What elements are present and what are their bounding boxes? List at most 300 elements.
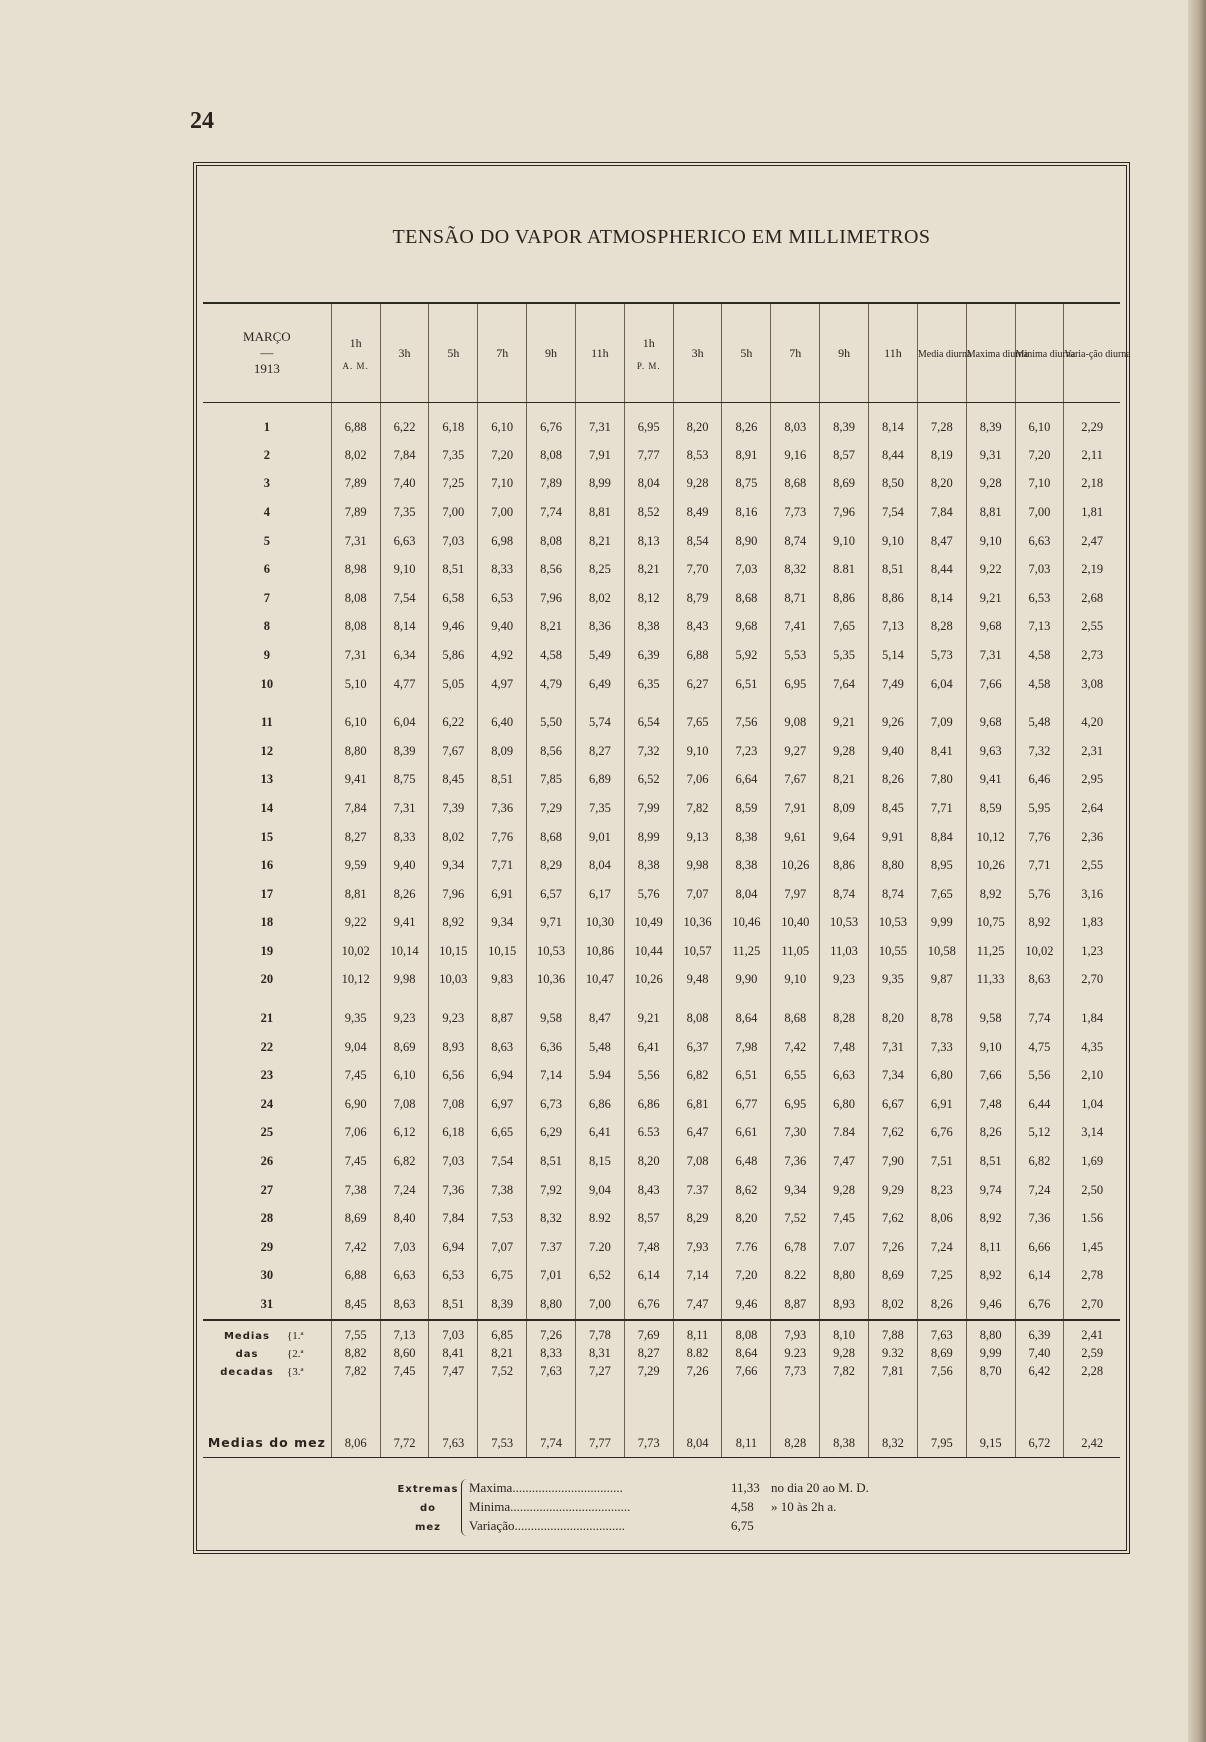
- value-cell: 10,30: [575, 909, 624, 938]
- value-cell: 7,24: [917, 1233, 966, 1262]
- value-cell: 8,75: [380, 766, 429, 795]
- day-number: 3: [263, 476, 270, 491]
- value-cell: 8,36: [575, 613, 624, 642]
- value-cell: 6,64: [722, 766, 771, 795]
- value-cell: 8,14: [380, 613, 429, 642]
- value-cell: 8,04: [624, 470, 673, 499]
- day-number: 8: [263, 619, 270, 634]
- value-cell: 5,56: [1015, 1061, 1064, 1090]
- value-cell: 8,27: [575, 737, 624, 766]
- value-cell: 7,67: [771, 766, 820, 795]
- value-cell: 8,38: [722, 823, 771, 852]
- value-cell: 5.94: [575, 1061, 624, 1090]
- value-cell: 7,73: [771, 498, 820, 527]
- value-cell: 6,63: [380, 1262, 429, 1291]
- value-cell: 8,71: [771, 584, 820, 613]
- value-cell: 7,54: [380, 584, 429, 613]
- value-cell: 7,53: [478, 1381, 527, 1458]
- value-cell: 11,25: [966, 937, 1015, 966]
- value-cell: 8,08: [722, 1320, 771, 1345]
- value-cell: 9,59: [331, 851, 380, 880]
- value-cell: 9,64: [820, 823, 869, 852]
- value-cell: 7,69: [624, 1320, 673, 1345]
- value-cell: 7,01: [527, 1262, 576, 1291]
- value-cell: 8,69: [917, 1345, 966, 1363]
- value-cell: 8,38: [624, 613, 673, 642]
- value-cell: 9,98: [673, 851, 722, 880]
- value-cell: 8,39: [966, 403, 1015, 442]
- value-cell: 8,26: [966, 1119, 1015, 1148]
- value-cell: 7.76: [722, 1233, 771, 1262]
- value-cell: 9,87: [917, 966, 966, 995]
- value-cell: 4,77: [380, 670, 429, 699]
- value-cell: 6,76: [624, 1290, 673, 1320]
- value-cell: 9,68: [722, 613, 771, 642]
- value-cell: 9,48: [673, 966, 722, 995]
- value-cell: 9,23: [429, 1004, 478, 1033]
- value-cell: 9,26: [869, 708, 918, 737]
- value-cell: 7,96: [820, 498, 869, 527]
- value-cell: 7,65: [673, 708, 722, 737]
- value-cell: 9,34: [771, 1176, 820, 1205]
- value-cell: 10,14: [380, 937, 429, 966]
- extreme-label: Minima.....................................: [469, 1499, 631, 1514]
- value-cell: 9,23: [380, 1004, 429, 1033]
- value-cell: 8,33: [380, 823, 429, 852]
- value-cell: 7,36: [429, 1176, 478, 1205]
- extreme-value: 11,33: [731, 1480, 760, 1495]
- value-cell: 6,88: [331, 1262, 380, 1291]
- value-cell: 6,81: [673, 1090, 722, 1119]
- value-cell: 4,75: [1015, 1033, 1064, 1062]
- day-number: 7: [263, 590, 270, 605]
- value-cell: 7,71: [917, 794, 966, 823]
- value-cell: 8,99: [575, 470, 624, 499]
- value-cell: 8,81: [966, 498, 1015, 527]
- value-cell: 10,86: [575, 937, 624, 966]
- value-cell: 6,29: [527, 1119, 576, 1148]
- day-number: 20: [260, 972, 274, 987]
- value-cell: 7,00: [478, 498, 527, 527]
- value-cell: 9,22: [966, 555, 1015, 584]
- table-row: [203, 441, 1120, 470]
- value-cell: 8,62: [722, 1176, 771, 1205]
- value-cell: 6,65: [478, 1119, 527, 1148]
- value-cell: 5,48: [575, 1033, 624, 1062]
- value-cell: 2,36: [1064, 823, 1120, 852]
- col-header: 9h: [527, 304, 576, 403]
- value-cell: 6,53: [1015, 584, 1064, 613]
- value-cell: 7,26: [869, 1233, 918, 1262]
- value-cell: 7,36: [478, 794, 527, 823]
- value-cell: 8,53: [673, 441, 722, 470]
- value-cell: 7,31: [331, 527, 380, 556]
- value-cell: 7,98: [722, 1033, 771, 1062]
- value-cell: 7,74: [527, 498, 576, 527]
- value-cell: 8,02: [429, 823, 478, 852]
- value-cell: 8,80: [869, 851, 918, 880]
- value-cell: 8,44: [869, 441, 918, 470]
- value-cell: 10,40: [771, 909, 820, 938]
- value-cell: 10,53: [820, 909, 869, 938]
- value-cell: 8,84: [917, 823, 966, 852]
- col-header: Minima diurna: [1015, 304, 1064, 403]
- table-row: [203, 1290, 1120, 1320]
- value-cell: 7,08: [673, 1147, 722, 1176]
- value-cell: 10,57: [673, 937, 722, 966]
- col-header: 1h P. M.: [624, 304, 673, 403]
- day-number: 28: [260, 1211, 274, 1226]
- value-cell: 11,03: [820, 937, 869, 966]
- value-cell: 10,26: [624, 966, 673, 995]
- value-cell: 10,26: [966, 851, 1015, 880]
- value-cell: 7,09: [917, 708, 966, 737]
- value-cell: 6,51: [722, 670, 771, 699]
- value-cell: 7,29: [624, 1363, 673, 1381]
- day-number: 15: [260, 829, 274, 844]
- value-cell: 6,40: [478, 708, 527, 737]
- value-cell: 6,27: [673, 670, 722, 699]
- value-cell: 8,81: [331, 880, 380, 909]
- value-cell: 8,68: [771, 470, 820, 499]
- value-cell: 6.53: [624, 1119, 673, 1148]
- value-cell: 6,41: [575, 1119, 624, 1148]
- value-cell: 4,20: [1064, 708, 1120, 737]
- value-cell: 8,20: [624, 1147, 673, 1176]
- value-cell: 7,29: [527, 794, 576, 823]
- value-cell: 7,07: [673, 880, 722, 909]
- value-cell: 6,61: [722, 1119, 771, 1148]
- month-means: [203, 1381, 1120, 1458]
- value-cell: 10,49: [624, 909, 673, 938]
- value-cell: 7,52: [478, 1363, 527, 1381]
- value-cell: 9,91: [869, 823, 918, 852]
- value-cell: 6,72: [1015, 1381, 1064, 1458]
- value-cell: 7,52: [771, 1204, 820, 1233]
- value-cell: 8,25: [575, 555, 624, 584]
- value-cell: 9,16: [771, 441, 820, 470]
- value-cell: 1,83: [1064, 909, 1120, 938]
- value-cell: 8,43: [624, 1176, 673, 1205]
- value-cell: 6,53: [478, 584, 527, 613]
- day-number: 11: [260, 715, 273, 730]
- value-cell: 7,00: [1015, 498, 1064, 527]
- value-cell: 8,63: [1015, 966, 1064, 995]
- value-cell: 9,21: [624, 1004, 673, 1033]
- extremes-brace: [461, 1479, 468, 1536]
- value-cell: 8,11: [673, 1320, 722, 1345]
- value-cell: 9,41: [966, 766, 1015, 795]
- value-cell: 9,41: [380, 909, 429, 938]
- value-cell: 7,20: [1015, 441, 1064, 470]
- value-cell: 2,50: [1064, 1176, 1120, 1205]
- month-dash: —: [260, 345, 274, 360]
- value-cell: 7,97: [771, 880, 820, 909]
- value-cell: 8,21: [527, 613, 576, 642]
- extremes-rows: [469, 1478, 989, 1535]
- value-cell: 8,57: [624, 1204, 673, 1233]
- value-cell: 6,58: [429, 584, 478, 613]
- value-cell: 6,42: [1015, 1363, 1064, 1381]
- value-cell: 9,83: [478, 966, 527, 995]
- value-cell: 7,06: [331, 1119, 380, 1148]
- value-cell: 6,14: [1015, 1262, 1064, 1291]
- value-cell: 8,56: [527, 737, 576, 766]
- table-row: [203, 1176, 1120, 1205]
- value-cell: 4,35: [1064, 1033, 1120, 1062]
- value-cell: 6,14: [624, 1262, 673, 1291]
- value-cell: 11,25: [722, 937, 771, 966]
- day-number: 1: [263, 419, 270, 434]
- value-cell: 8,47: [917, 527, 966, 556]
- value-cell: 9,01: [575, 823, 624, 852]
- day-number: 27: [260, 1182, 274, 1197]
- value-cell: 9,35: [331, 1004, 380, 1033]
- value-cell: 9,58: [527, 1004, 576, 1033]
- value-cell: 8,20: [917, 470, 966, 499]
- table-row: [203, 470, 1120, 499]
- value-cell: 6,04: [917, 670, 966, 699]
- value-cell: 6,49: [575, 670, 624, 699]
- value-cell: 6,41: [624, 1033, 673, 1062]
- value-cell: 8,92: [966, 1204, 1015, 1233]
- value-cell: 7,14: [673, 1262, 722, 1291]
- value-cell: 4,58: [1015, 641, 1064, 670]
- value-cell: 10,58: [917, 937, 966, 966]
- value-cell: 8,50: [869, 470, 918, 499]
- value-cell: 8,51: [966, 1147, 1015, 1176]
- value-cell: 7,72: [380, 1381, 429, 1458]
- value-cell: 8,08: [527, 441, 576, 470]
- month-header: [203, 304, 331, 403]
- table-row: [203, 1004, 1120, 1033]
- value-cell: 8,98: [331, 555, 380, 584]
- value-cell: 9,28: [820, 1176, 869, 1205]
- col-header: 3h: [380, 304, 429, 403]
- value-cell: 7,31: [966, 641, 1015, 670]
- value-cell: 1.56: [1064, 1204, 1120, 1233]
- value-cell: 6,48: [722, 1147, 771, 1176]
- decade-gap: [203, 698, 1120, 708]
- value-cell: 7,20: [722, 1262, 771, 1291]
- value-cell: 9,29: [869, 1176, 918, 1205]
- table-row: [203, 937, 1120, 966]
- table-row: [203, 555, 1120, 584]
- value-cell: 2,41: [1064, 1320, 1120, 1345]
- value-cell: 6,53: [429, 1262, 478, 1291]
- value-cell: 7,23: [722, 737, 771, 766]
- col-header: 9h: [820, 304, 869, 403]
- value-cell: 6,82: [380, 1147, 429, 1176]
- value-cell: 6,56: [429, 1061, 478, 1090]
- value-cell: 6,51: [722, 1061, 771, 1090]
- day-number: 13: [260, 772, 274, 787]
- value-cell: 1,81: [1064, 498, 1120, 527]
- value-cell: 7,40: [1015, 1345, 1064, 1363]
- value-cell: 7,74: [527, 1381, 576, 1458]
- value-cell: 8,59: [966, 794, 1015, 823]
- value-cell: 9,99: [917, 909, 966, 938]
- table-row: [203, 1090, 1120, 1119]
- value-cell: 8,26: [722, 403, 771, 442]
- day-number: 21: [260, 1011, 274, 1026]
- value-cell: 9,28: [673, 470, 722, 499]
- value-cell: 3,08: [1064, 670, 1120, 699]
- value-cell: 7,31: [575, 403, 624, 442]
- value-cell: 8,41: [917, 737, 966, 766]
- value-cell: 8,51: [429, 555, 478, 584]
- col-header: 5h: [429, 304, 478, 403]
- value-cell: 7,64: [820, 670, 869, 699]
- value-cell: 6,37: [673, 1033, 722, 1062]
- value-cell: 6,80: [820, 1090, 869, 1119]
- decade-label: Medias {1.ª: [203, 1320, 331, 1345]
- day-number: 30: [260, 1268, 274, 1283]
- value-cell: 9,40: [380, 851, 429, 880]
- value-cell: 10,53: [527, 937, 576, 966]
- value-cell: 8,20: [722, 1204, 771, 1233]
- value-cell: 6,77: [722, 1090, 771, 1119]
- decade-label: decadas {3.ª: [220, 1365, 304, 1378]
- value-cell: 7,45: [331, 1147, 380, 1176]
- value-cell: 8,33: [478, 555, 527, 584]
- value-cell: 6,18: [429, 1119, 478, 1148]
- value-cell: 9,34: [429, 851, 478, 880]
- value-cell: 10,36: [673, 909, 722, 938]
- value-cell: 8,79: [673, 584, 722, 613]
- month-mean-row: [203, 1381, 1120, 1458]
- day-number: 5: [263, 533, 270, 548]
- extreme-row: [469, 1478, 989, 1497]
- value-cell: 7,48: [624, 1233, 673, 1262]
- value-cell: 7,63: [527, 1363, 576, 1381]
- value-cell: 7,13: [869, 613, 918, 642]
- value-cell: 8.22: [771, 1262, 820, 1291]
- value-cell: 8,04: [722, 880, 771, 909]
- extreme-row: [469, 1516, 989, 1535]
- table-row: [203, 909, 1120, 938]
- value-cell: 1,69: [1064, 1147, 1120, 1176]
- value-cell: 6,35: [624, 670, 673, 699]
- value-cell: 8,74: [820, 880, 869, 909]
- vapor-tension-table: [203, 304, 1131, 1458]
- value-cell: 9,22: [331, 909, 380, 938]
- value-cell: 7,45: [820, 1204, 869, 1233]
- value-cell: 8,74: [771, 527, 820, 556]
- value-cell: 5,35: [820, 641, 869, 670]
- value-cell: 5,76: [624, 880, 673, 909]
- value-cell: 8,74: [869, 880, 918, 909]
- value-cell: 5,95: [1015, 794, 1064, 823]
- extreme-note: no dia 20 ao M. D.: [771, 1480, 869, 1495]
- value-cell: 8,39: [380, 737, 429, 766]
- value-cell: 6,66: [1015, 1233, 1064, 1262]
- value-cell: 7,65: [820, 613, 869, 642]
- value-cell: 6,57: [527, 880, 576, 909]
- value-cell: 8,08: [331, 613, 380, 642]
- value-cell: 6,36: [527, 1033, 576, 1062]
- value-cell: 7,82: [820, 1363, 869, 1381]
- value-cell: 6,63: [1015, 527, 1064, 556]
- table-row: [203, 851, 1120, 880]
- value-cell: 8,02: [331, 441, 380, 470]
- value-cell: 7,82: [331, 1363, 380, 1381]
- value-cell: 7,30: [771, 1119, 820, 1148]
- value-cell: 6,55: [771, 1061, 820, 1090]
- value-cell: 8,68: [722, 584, 771, 613]
- value-cell: 5,49: [575, 641, 624, 670]
- table-row: [203, 823, 1120, 852]
- value-cell: 9,68: [966, 613, 1015, 642]
- value-cell: 7,62: [869, 1119, 918, 1148]
- value-cell: 6,94: [478, 1061, 527, 1090]
- value-cell: 7,03: [1015, 555, 1064, 584]
- decade-row: [203, 1345, 1120, 1363]
- value-cell: 4,79: [527, 670, 576, 699]
- value-cell: 8,80: [527, 1290, 576, 1320]
- header-row: [203, 304, 1120, 403]
- col-header: 11h: [575, 304, 624, 403]
- value-cell: 9,28: [820, 737, 869, 766]
- value-cell: 8,28: [771, 1381, 820, 1458]
- value-cell: 6,46: [1015, 766, 1064, 795]
- decade-row: [203, 1320, 1120, 1345]
- value-cell: 1,23: [1064, 937, 1120, 966]
- value-cell: 9,10: [966, 527, 1015, 556]
- day-number: 6: [263, 562, 270, 577]
- table-row: [203, 1204, 1120, 1233]
- value-cell: 2,10: [1064, 1061, 1120, 1090]
- value-cell: 5,73: [917, 641, 966, 670]
- value-cell: 8,56: [527, 555, 576, 584]
- value-cell: 7,96: [429, 880, 478, 909]
- value-cell: 8,95: [917, 851, 966, 880]
- value-cell: 3,16: [1064, 880, 1120, 909]
- value-cell: 8,32: [527, 1204, 576, 1233]
- value-cell: 8,09: [820, 794, 869, 823]
- value-cell: 8,57: [820, 441, 869, 470]
- value-cell: 7,26: [527, 1320, 576, 1345]
- value-cell: 8,06: [917, 1204, 966, 1233]
- value-cell: 7,27: [575, 1363, 624, 1381]
- value-cell: 8,39: [478, 1290, 527, 1320]
- value-cell: 9,71: [527, 909, 576, 938]
- value-cell: 8,86: [820, 851, 869, 880]
- value-cell: 5,50: [527, 708, 576, 737]
- value-cell: 7,03: [380, 1233, 429, 1262]
- day-number: 10: [260, 676, 274, 691]
- value-cell: 6,52: [575, 1262, 624, 1291]
- value-cell: 8,20: [673, 403, 722, 442]
- value-cell: 7,65: [917, 880, 966, 909]
- value-cell: 8,28: [820, 1004, 869, 1033]
- value-cell: 7,03: [429, 1147, 478, 1176]
- value-cell: 8,21: [624, 555, 673, 584]
- value-cell: 8,04: [575, 851, 624, 880]
- value-cell: 7.37: [673, 1176, 722, 1205]
- value-cell: 7,96: [527, 584, 576, 613]
- value-cell: 5,10: [331, 670, 380, 699]
- value-cell: 9,46: [966, 1290, 1015, 1320]
- value-cell: 6,67: [869, 1090, 918, 1119]
- value-cell: 8,15: [575, 1147, 624, 1176]
- value-cell: 7,14: [527, 1061, 576, 1090]
- value-cell: 8,29: [527, 851, 576, 880]
- value-cell: 7,34: [869, 1061, 918, 1090]
- day-number: 23: [260, 1068, 274, 1083]
- value-cell: 6,88: [673, 641, 722, 670]
- value-cell: 7,73: [771, 1363, 820, 1381]
